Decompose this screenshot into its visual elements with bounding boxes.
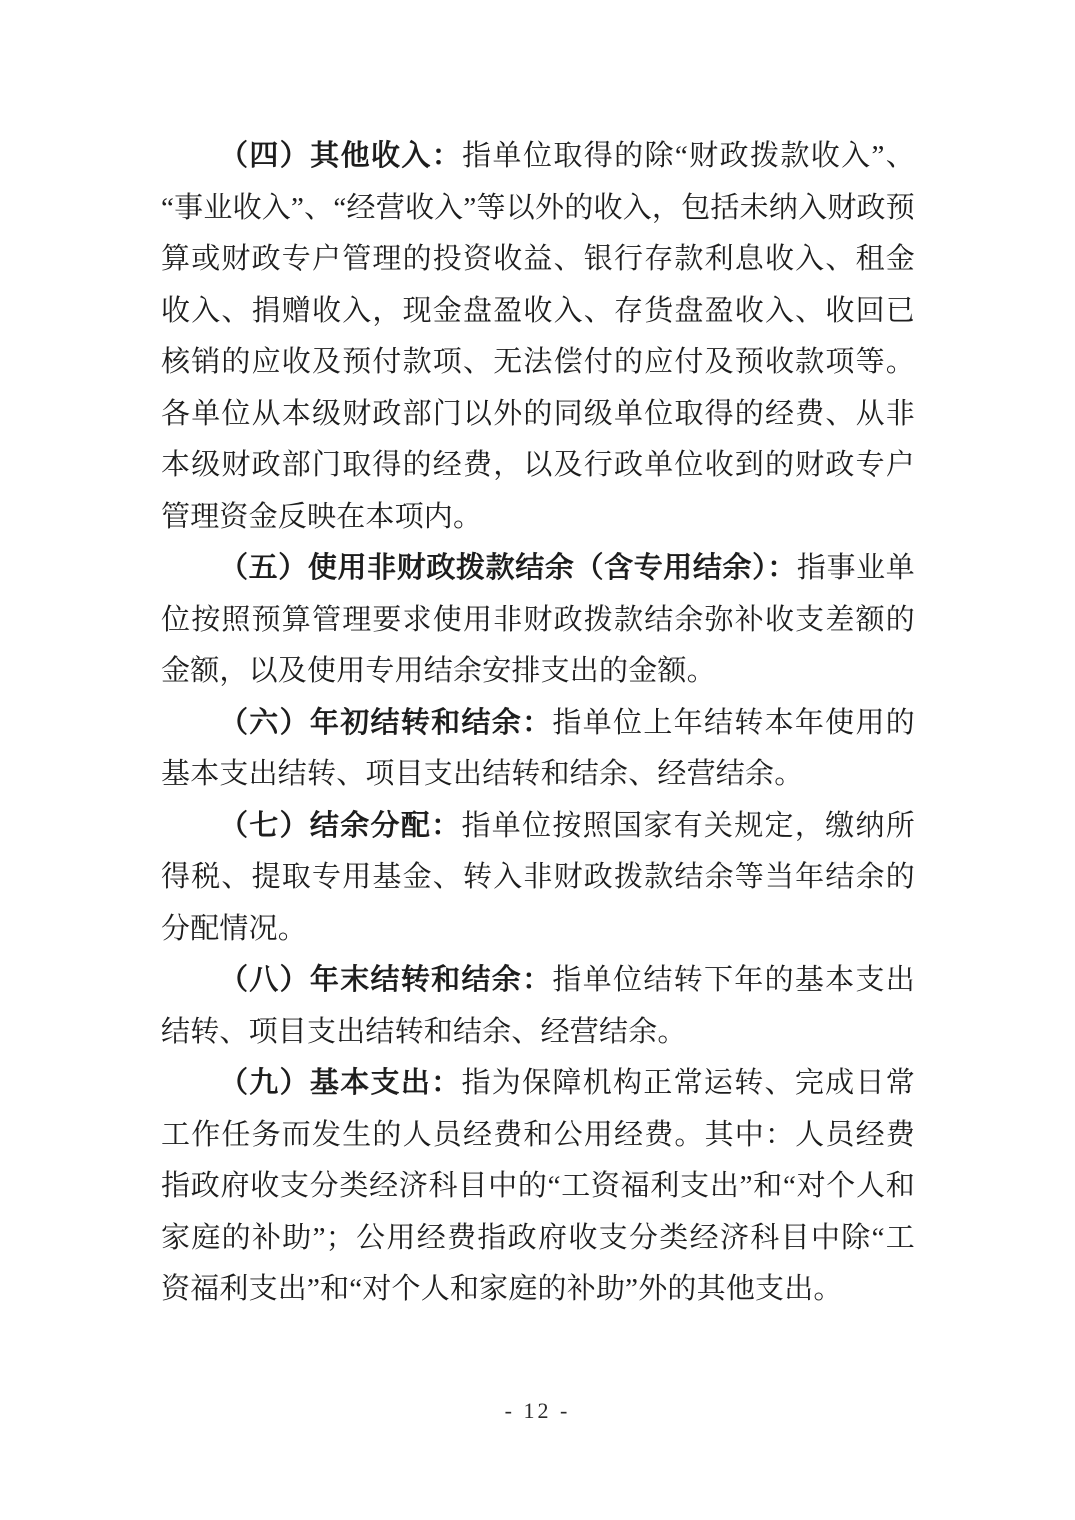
paragraph-body: 指事业单位按照预算管理要求使用非财政拨款结余弥补收支差额的金额，以及使用专用结余安排支出的金额。	[161, 552, 915, 687]
paragraph-body: 指为保障机构正常运转、完成日常工作任务而发生的人员经费和公用经费。其中：人员经费指政府收支分类经济科目中的“工资福利支出”和“对个人和家庭的补助”；公用经费指政府收支分类经济科目中除“工资福利支出”和“对个人和家庭的补助”外的其他支出。	[161, 1067, 915, 1305]
paragraph-body: 指单位取得的除“财政拨款收入”、“事业收入”、“经营收入”等以外的收入，包括未纳入财政预算或财政专户管理的投资收益、银行存款利息收入、租金收入、捐赠收入，现金盘盈收入、存货盘盈收入、收回已核销的应收及预付款项、无法偿付的应付及预收款项等。各单位从本级财政部门以外的同级单位取得的经费、从非本级财政部门取得的经费，以及行政单位收到的财政专户管理资金反映在本项内。	[161, 140, 915, 533]
paragraph-heading: （四）其他收入：	[219, 140, 463, 172]
paragraph-heading: （六）年初结转和结余：	[219, 706, 553, 739]
paragraph-year-end-carryover	[161, 955, 915, 1058]
paragraph-heading: （五）使用非财政拨款结余（含专用结余）：	[219, 552, 797, 584]
paragraph-body: 指单位按照国家有关规定，缴纳所得税、提取专用基金、转入非财政拨款结余等当年结余的分配情况。	[161, 809, 915, 945]
paragraph-body: 指单位结转下年的基本支出结转、项目支出结转和结余、经营结余。	[161, 964, 916, 1048]
document-body	[161, 131, 915, 1316]
paragraph-balance-distribution	[161, 801, 915, 956]
paragraph-heading: （八）年末结转和结余：	[219, 964, 553, 996]
paragraph-use-of-non-fiscal-balance	[161, 543, 915, 698]
paragraph-heading: （九）基本支出：	[219, 1067, 462, 1099]
paragraph-beginning-year-carryover	[161, 698, 915, 801]
paragraph-body: 指单位上年结转本年使用的基本支出结转、项目支出结转和结余、经营结余。	[161, 706, 916, 790]
page-number: - 12 -	[504, 1398, 571, 1423]
paragraph-other-income	[161, 131, 915, 543]
paragraph-heading: （七）结余分配：	[219, 809, 462, 842]
paragraph-basic-expenditure	[161, 1058, 915, 1316]
